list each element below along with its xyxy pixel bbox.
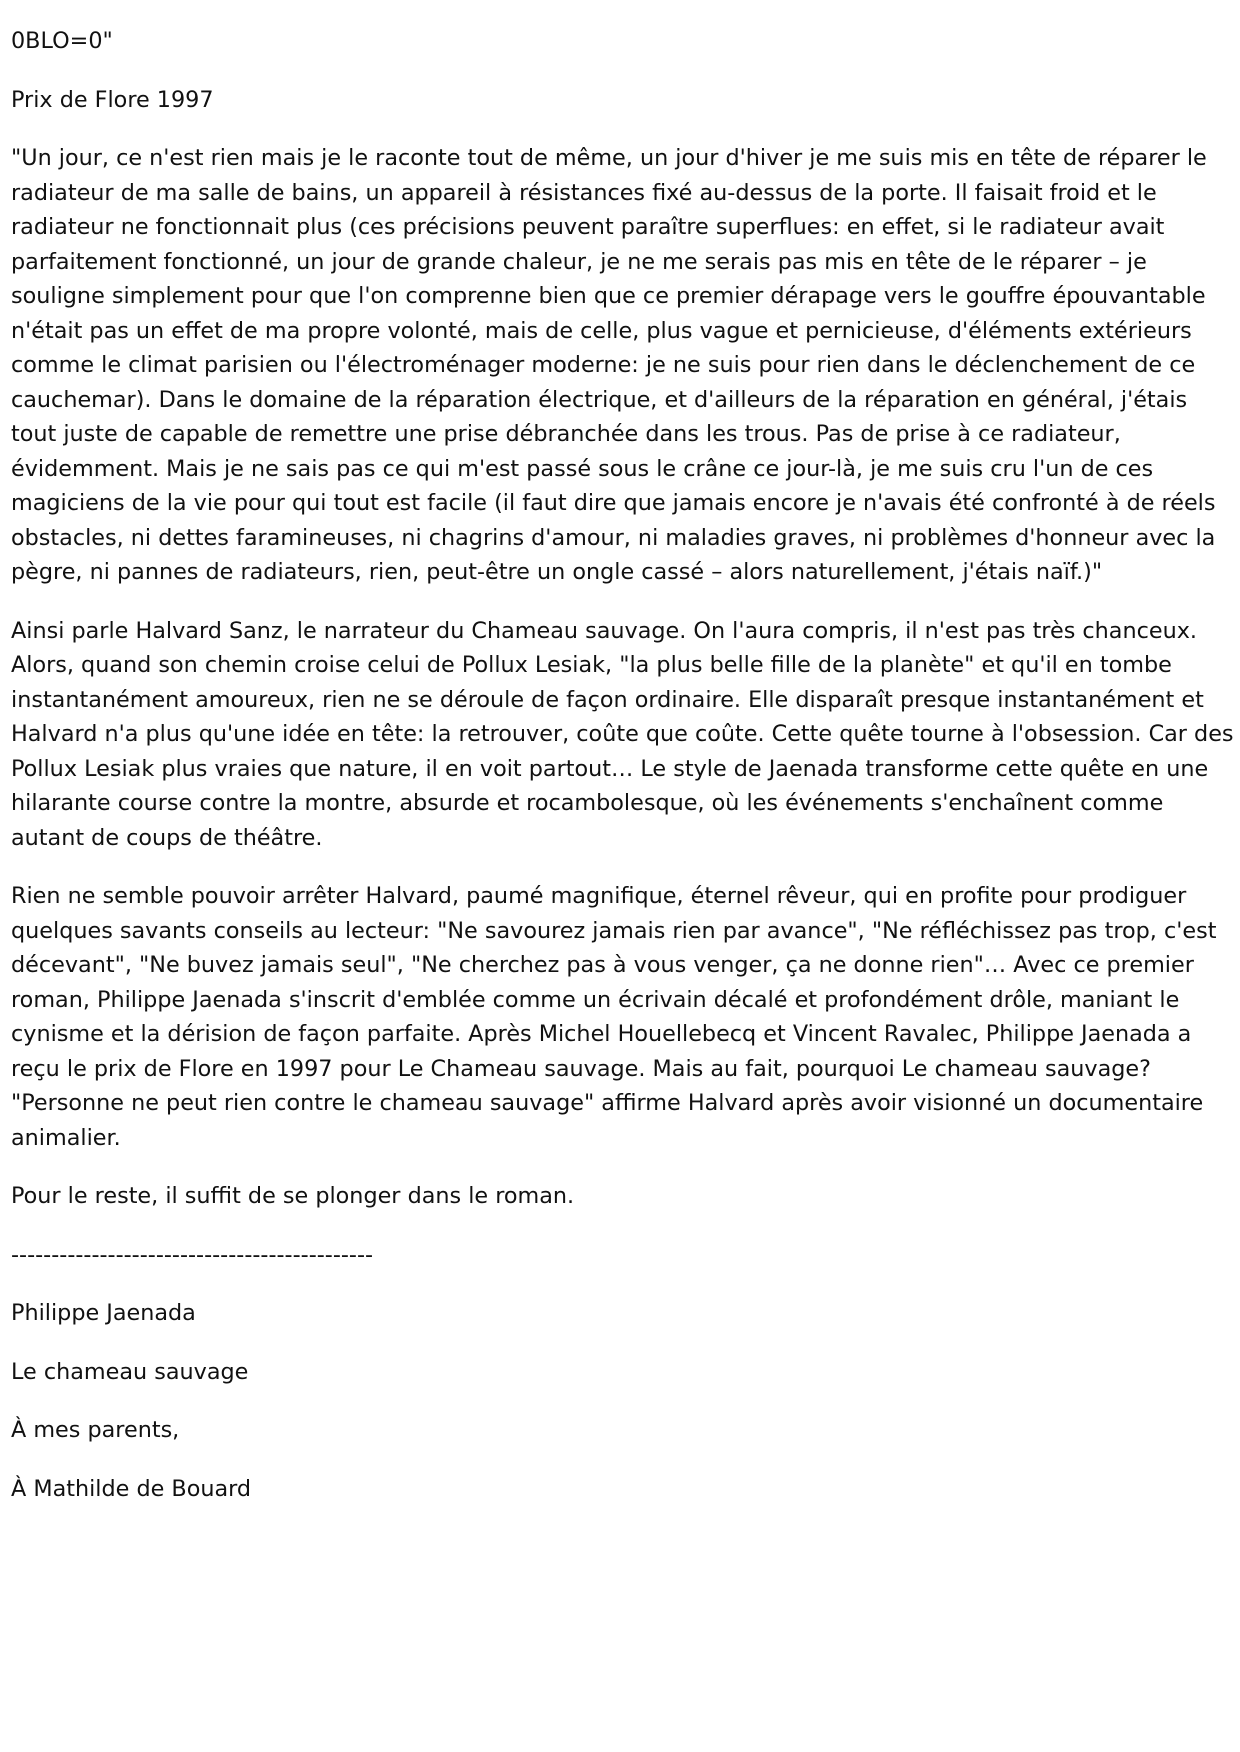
quote-paragraph: "Un jour, ce n'est rien mais je le raconte tout de même, un jour d'hiver je me suis mis en tête de réparer le radiateur de ma salle de bains, un appareil à résistances fixé au-dessus de la porte. Il faisait froid et le radiateur ne fonctionnait plus (ces précisions peuvent paraître superflues: en effet, si le radiateur avait parfaitement fonctionné, un jour de grande chaleur, je ne me serais pas mis en tête de le réparer – je souligne simplement pour que l'on comprenne bien que ce premier dérapage vers le gouffre épouvantable n'était pas un effet de ma propre volonté, mais de celle, plus vague et pernicieuse, d'éléments extérieurs comme le climat parisien ou l'électroménager moderne: je ne suis pour rien dans le déclenchement de ce cauchemar). Dans le domaine de la réparation électrique, et d'ailleurs de la réparation en général, j'étais tout juste de capable de remettre une prise débranchée dans les trous. Pas de prise à ce radiateur, évidemment. Mais je ne sais pas ce qui m'est passé sous le crâne ce jour-là, je me suis cru l'un de ces magiciens de la vie pour qui tout est facile (il faut dire que jamais encore je n'avais été confronté à de réels obstacles, ni dettes faramineuses, ni chagrins d'amour, ni maladies graves, ni problèmes d'honneur avec la pègre, ni pannes de radiateurs, rien, peut-être un ongle cassé – alors naturellement, j'étais naïf.)" — [11, 145, 1216, 585]
dedication-parents: À mes parents, — [11, 1417, 180, 1443]
review-paragraph: Rien ne semble pouvoir arrêter Halvard, paumé magnifique, éternel rêveur, qui en profite pour prodiguer quelques savants conseils au lecteur: "Ne savourez jamais rien par avance", "Ne réfléchissez pas trop, c'est décevant", "Ne buvez jamais seul", "Ne cherchez pas à vous venger, ça ne donne rien"… Avec ce premier roman, Philippe Jaenada s'inscrit d'emblée comme un écrivain décalé et profondément drôle, maniant le cynisme et la dérision de façon parfaite. Après Michel Houellebecq et Vincent Ravalec, Philippe Jaenada a reçu le prix de Flore en 1997 pour Le Chameau sauvage. Mais au fait, pourquoi Le chameau sauvage? "Personne ne peut rien contre le chameau sauvage" affirme Halvard après avoir visionné un documentaire animalier. — [11, 883, 1217, 1151]
book-title: Le chameau sauvage — [11, 1358, 249, 1385]
author-name: Philippe Jaenada — [11, 1300, 196, 1326]
closing-paragraph: Pour le reste, il suffit de se plonger dans le roman. — [11, 1183, 575, 1209]
code-line: 0BLO=0" — [11, 28, 113, 54]
prize-line: Prix de Flore 1997 — [11, 86, 214, 113]
dedication-mathilde: À Mathilde de Bouard — [11, 1475, 252, 1502]
separator: --------------------------------------------- — [11, 1241, 374, 1268]
summary-paragraph: Ainsi parle Halvard Sanz, le narrateur du Chameau sauvage. On l'aura compris, il n'est pas très chanceux. Alors, quand son chemin croise celui de Pollux Lesiak, "la plus belle fille de la planète" et qu'il en tombe instantanément amoureux, rien ne se déroule de façon ordinaire. Elle disparaît presque instantanément et Halvard n'a plus qu'une idée en tête: la retrouver, coûte que coûte. Cette quête tourne à l'obsession. Car des Pollux Lesiak plus vraies que nature, il en voit partout… Le style de Jaenada transforme cette quête en une hilarante course contre la montre, absurde et rocambolesque, où les événements s'enchaînent comme autant de coups de théâtre. — [11, 617, 1234, 851]
